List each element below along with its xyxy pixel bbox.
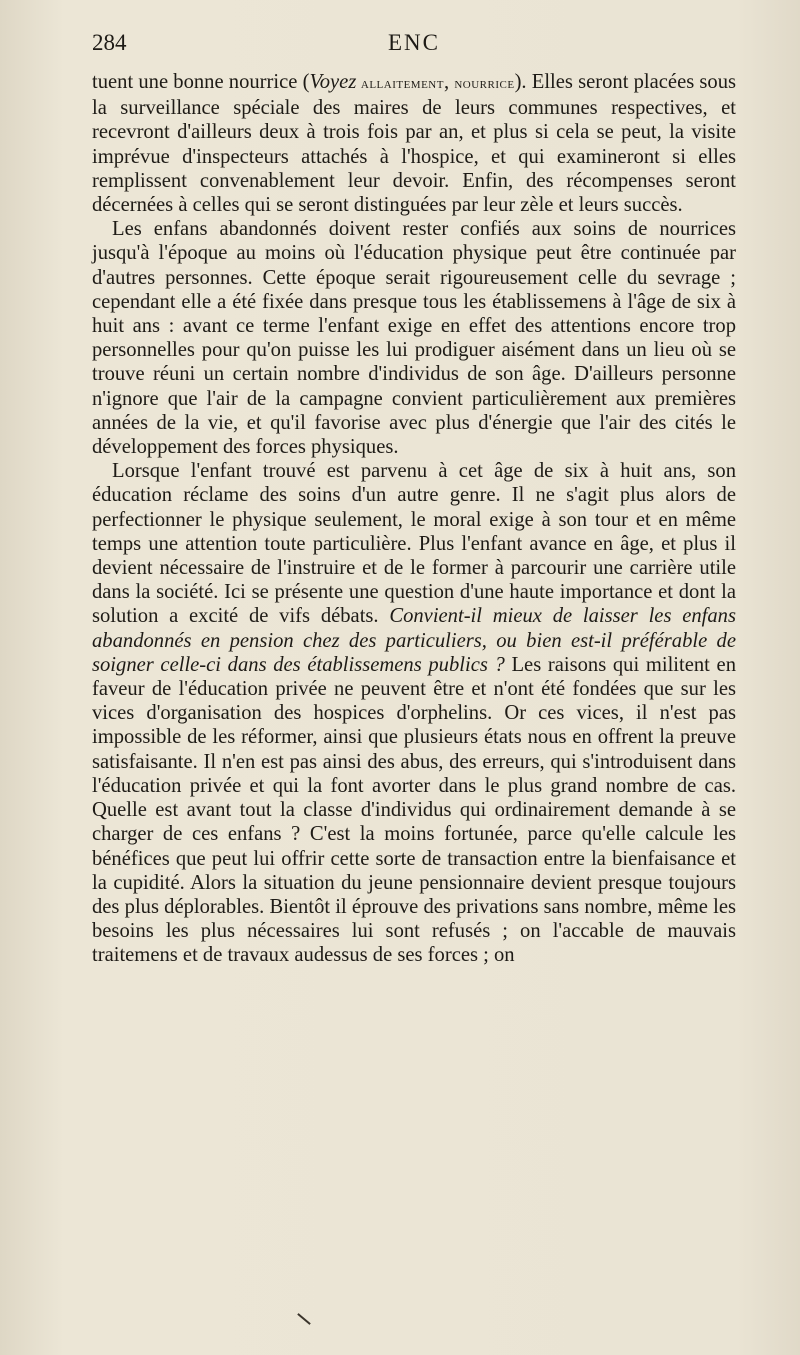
text-segment: Lorsque l'enfant trouvé est parvenu à cet âge de six à huit ans, son éducation réclame des soins d'un autre genre. Il ne s'agit plus alors de perfectionner le physique seulement, le moral exige à son tour et en même temps une attention toute particulière. Plus l'enfant avance en âge, et plus il devient nécessaire de l'instruire et de le former à parcourir une carrière utile dans la société. Ici se présente une question d'une haute importance et dont la solution a excité de vifs débats.	[92, 460, 736, 628]
text-segment: Les raisons qui militent en faveur de l'éducation privée ne peuvent être et n'ont été fondées que sur les vices d'organisation des hospices d'orphelins. Or ces vices, il n'est pas impossible de les réformer, ainsi que plusieurs états nous en offrent la preuve satisfaisante. Il n'en est pas ainsi des abus, des erreurs, qui s'introduisent dans l'éducation privée et qui la font avorter dans le plus grand nombre de cas. Quelle est avant tout la classe d'individus qui ordinairement demande à se charger de ces enfans ? C'est la moins fortunée, parce qu'elle calcule les bénéfices que peut lui offrir cette sorte de transaction entre la bienfaisance et la cupidité. Alors la situation du jeune pensionnaire devient presque toujours des plus déplorables. Bientôt il éprouve des privations sans nombre, même les besoins les plus nécessaires lui sont refusés ; on l'accable de mauvais traitemens et de travaux audessus de ses forces ; on	[92, 653, 736, 967]
see-reference: Voyez	[309, 71, 357, 93]
body-text	[92, 70, 736, 968]
text-segment: tuent une bonne nourrice (	[92, 71, 310, 93]
paragraph-2: Les enfans abandonnés doivent rester confiés aux soins de nourrices jusqu'à l'époque au moins où l'éducation physique peut être continuée par d'autres personnes. Cette époque serait rigoureusement celle du sevrage ; cependant elle a été fixée dans presque tous les établissemens à l'âge de six à huit ans : avant ce terme l'enfant exige en effet des attentions encore trop personnelles pour qu'on puisse les lui prodiguer aisément dans un lieu où se trouve réuni un certain nombre d'individus de son âge. D'ailleurs personne n'ignore que l'air de la campagne convient particulièrement aux premières années de la vie, et qu'il favorise avec plus d'énergie que l'air des cités le développement des forces physiques.	[92, 218, 736, 459]
italic-question: Convient-il mieux de laisser les enfans abandonnés en pension chez des particuliers, ou bien est-il préférable de soigner celle-ci dans des établissemens publics ?	[92, 605, 736, 676]
running-title: ENC	[388, 30, 440, 55]
running-head	[92, 30, 736, 70]
paragraph-3	[92, 459, 736, 967]
text-segment: ). Elles seront placées sous la surveillance spéciale des maires de leurs communes respectives, et recevront d'ailleurs deux à trois fois par an, et plus si cela se peut, la visite imprévue d'inspecteurs attachés à l'hospice, et qui examineront si elles remplissent convenablement leur devoir. Enfin, des récompenses seront décernées à celles qui se seront distinguées par leur zèle et leurs succès.	[92, 71, 737, 217]
paragraph-1	[92, 70, 736, 217]
cross-reference-nourrice: nourrice	[454, 75, 515, 92]
page-number: 284	[92, 30, 127, 55]
printer-mark	[297, 1313, 311, 1325]
cross-reference-allaitement: allaitement	[356, 75, 444, 92]
text-segment: ,	[443, 71, 455, 93]
